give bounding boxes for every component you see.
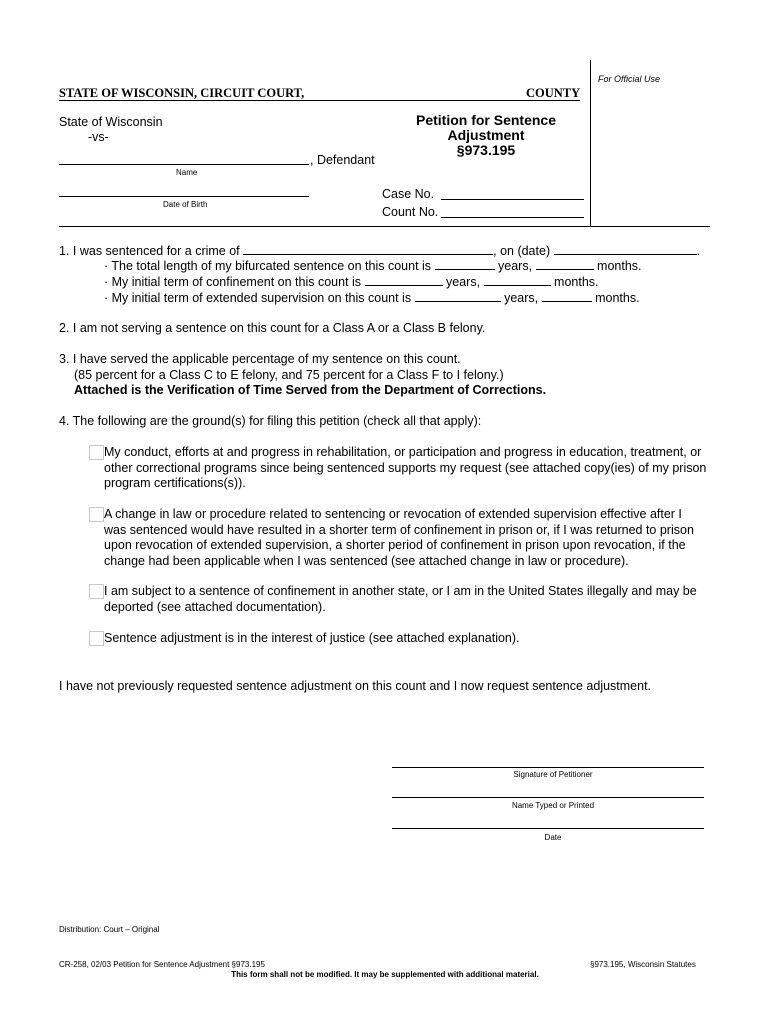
official-use-divider (590, 60, 591, 227)
confinement-years-blank[interactable] (365, 274, 443, 286)
modification-notice: This form shall not be modified. It may be supplemented with additional material. (231, 970, 539, 979)
signature-line[interactable] (392, 767, 704, 768)
vs-label: -vs- (88, 130, 109, 144)
ground-1-checkbox[interactable] (89, 445, 104, 460)
defendant-label: , Defendant (310, 153, 375, 167)
supervision-months-blank[interactable] (542, 290, 592, 302)
printed-name-caption: Name Typed or Printed (511, 801, 595, 810)
official-use-bottom-rule (590, 226, 710, 227)
defendant-name-line[interactable] (59, 164, 309, 165)
ground-3-text: I am subject to a sentence of confinement in another state, or I am in the United States illegally and may be deported (see attached documentation). (104, 584, 697, 614)
bifurcated-years-blank[interactable] (435, 258, 495, 270)
title-line-2: Adjustment (447, 127, 525, 143)
date-blank[interactable] (554, 243, 697, 255)
item-2: 2. I am not serving a sentence on this count for a Class A or a Class B felony. (59, 321, 486, 335)
bullet-1-years: years, (498, 259, 533, 273)
dob-line[interactable] (59, 196, 309, 197)
bullet-3-text: · My initial term of extended supervision on this count is (104, 291, 412, 305)
dob-caption: Date of Birth (163, 200, 208, 209)
bullet-3-months: months. (595, 291, 640, 305)
signature-caption: Signature of Petitioner (513, 770, 593, 779)
case-no-line[interactable] (441, 199, 584, 200)
bullet-supervision (104, 290, 640, 305)
ground-4-checkbox[interactable] (89, 631, 104, 646)
date-line[interactable] (392, 828, 704, 829)
caption-bottom-rule (59, 226, 590, 227)
ground-3-checkbox[interactable] (89, 584, 104, 599)
count-no-line[interactable] (441, 217, 584, 218)
case-no-label: Case No. (382, 187, 435, 201)
item-3-line-1: 3. I have served the applicable percentage of my sentence on this count. (59, 352, 461, 366)
distribution-note: Distribution: Court – Original (59, 925, 160, 934)
item-1-text: 1. I was sentenced for a crime of (59, 244, 240, 258)
date-caption: Date (544, 833, 562, 842)
count-no-label: Count No. (382, 205, 439, 219)
ground-2-text: A change in law or procedure related to sentencing or revocation of extended supervision effective after I was sentenced would have resulted in a shorter term of confinement in prison or, if I was returned to prison upon revocation of extended supervision, a shorter period of confinement in prison upon revocation, if the change had been applicable when I was sentenced (see attached change in law or procedure). (104, 507, 694, 568)
bullet-confinement (104, 274, 599, 289)
official-use-label: For Official Use (598, 74, 661, 84)
crime-blank[interactable] (243, 243, 493, 255)
confinement-months-blank[interactable] (484, 274, 551, 286)
printed-name-line[interactable] (392, 797, 704, 798)
county-label: COUNTY (526, 86, 581, 100)
state-label: State of Wisconsin (59, 115, 163, 129)
title-line-3: §973.195 (456, 142, 516, 158)
header-rule (59, 100, 580, 101)
court-heading: STATE OF WISCONSIN, CIRCUIT COURT, (59, 86, 305, 100)
ground-4-text: Sentence adjustment is in the interest of justice (see attached explanation). (104, 631, 520, 645)
supervision-years-blank[interactable] (415, 290, 501, 302)
bifurcated-months-blank[interactable] (536, 258, 594, 270)
ground-1-text: My conduct, efforts at and progress in rehabilitation, or participation and progress in education, treatment, or other correctional programs since being sentenced supports my request (see attached copy(ies) of my prison program certifications(s)). (104, 445, 707, 490)
bullet-1-months: months. (597, 259, 642, 273)
form-title (388, 113, 584, 158)
bullet-bifurcated (104, 258, 642, 273)
item-3-line-2: (85 percent for a Class C to E felony, and 75 percent for a Class F to I felony.) (74, 368, 504, 382)
bullet-2-years: years, (446, 275, 481, 289)
ground-2-checkbox[interactable] (89, 507, 104, 522)
bullet-2-text: · My initial term of confinement on this count is (104, 275, 362, 289)
item-1 (59, 243, 700, 258)
request-statement: I have not previously requested sentence adjustment on this count and I now request sentence adjustment. (59, 679, 652, 693)
bullet-2-months: months. (554, 275, 599, 289)
statute-ref: §973.195, Wisconsin Statutes (590, 960, 696, 969)
item-3-attachment-note: Attached is the Verification of Time Served from the Department of Corrections. (74, 383, 547, 397)
item-1-period: . (696, 244, 701, 258)
name-caption: Name (176, 168, 198, 177)
form-id: CR-258, 02/03 Petition for Sentence Adjustment §973.195 (59, 960, 265, 969)
bullet-3-years: years, (504, 291, 539, 305)
title-line-1: Petition for Sentence (415, 112, 557, 128)
item-4: 4. The following are the ground(s) for filing this petition (check all that apply): (59, 414, 482, 428)
item-1-date-label: , on (date) (493, 244, 551, 258)
bullet-1-text: · The total length of my bifurcated sentence on this count is (104, 259, 432, 273)
